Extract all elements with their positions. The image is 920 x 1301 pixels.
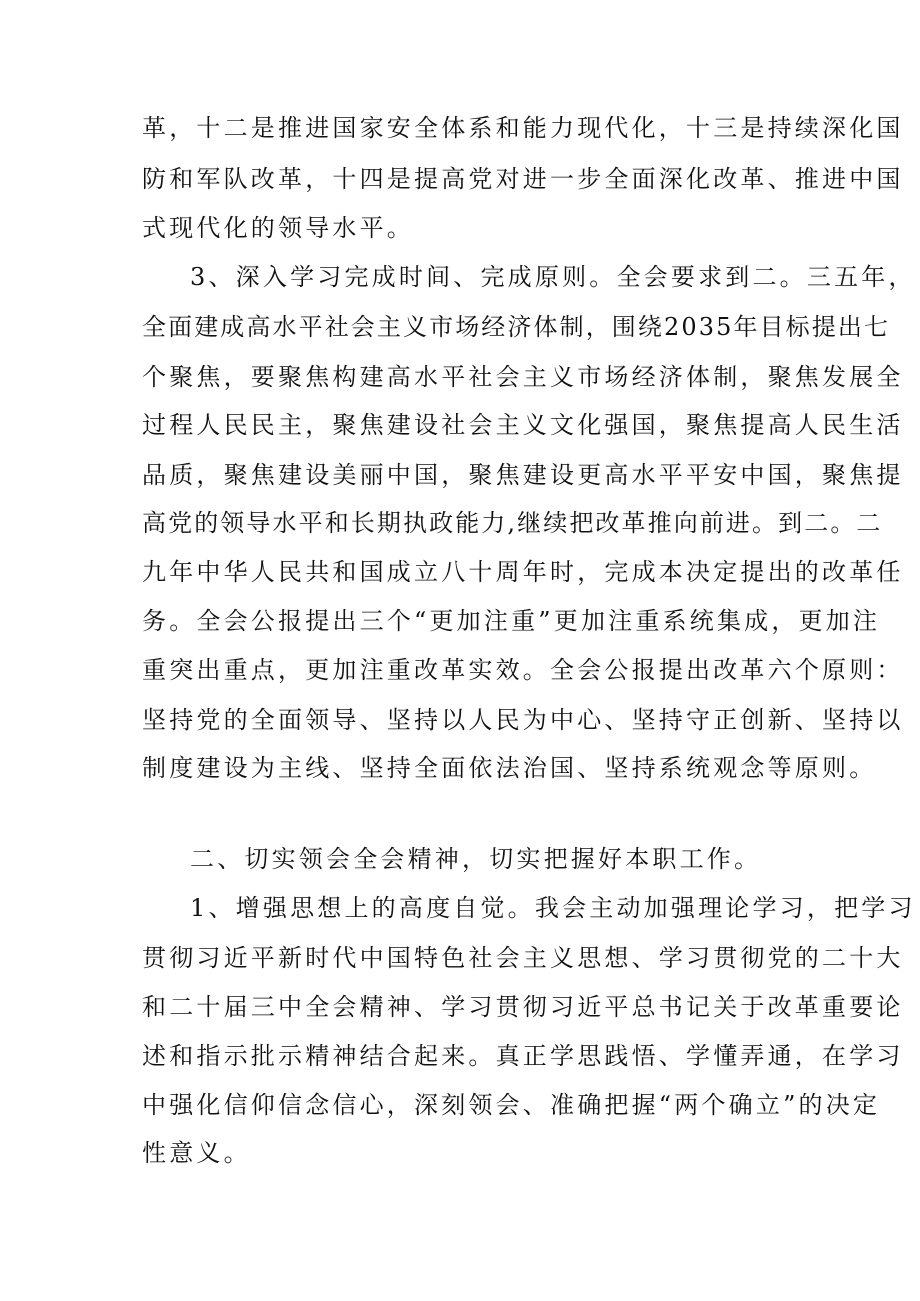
- text-line: 坚持党的全面领导、坚持以人民为中心、坚持守正创新、坚持以: [142, 706, 904, 734]
- text-line: 务。全会公报提出三个“更加注重”更加注重系统集成，更加注: [142, 607, 881, 635]
- paragraph-1-heading-line: 1、增强思想上的高度自觉。我会主动加强理论学习，把学习: [190, 894, 916, 922]
- text-line: 革，十二是推进国家安全体系和能力现代化，十三是持续深化国: [142, 114, 904, 142]
- text-line: 中强化信仰信念信心，深刻领会、准确把握“两个确立”的决定: [142, 1091, 881, 1119]
- text-line: 九年中华人民共和国成立八十周年时，完成本决定提出的改革任: [142, 558, 904, 586]
- text-line: 式现代化的领导水平。: [142, 214, 414, 242]
- text-line: 和二十届三中全会精神、学习贯彻习近平总书记关于改革重要论: [142, 993, 904, 1021]
- text-line: 制度建设为主线、坚持全面依法治国、坚持系统观念等原则。: [142, 754, 877, 782]
- text-line: 品质，聚焦建设美丽中国，聚焦建设更高水平平安中国，聚焦提: [142, 461, 904, 489]
- text-line: 性意义。: [142, 1139, 251, 1167]
- section-heading: 二、切实领会全会精神，切实把握好本职工作。: [190, 845, 762, 873]
- text-line: 高党的领导水平和长期执政能力,继续把改革推向前进。到二。二: [142, 509, 883, 537]
- text-line: 贯彻习近平新时代中国特色社会主义思想、学习贯彻党的二十大: [142, 944, 904, 972]
- text-line: 述和指示批示精神结合起来。真正学思践悟、学懂弄通，在学习: [142, 1042, 904, 1070]
- text-line: 过程人民民主，聚焦建设社会主义文化强国，聚焦提高人民生活: [142, 411, 904, 439]
- text-line: 防和军队改革，十四是提高党对进一步全面深化改革、推进中国: [142, 165, 904, 193]
- text-line: 个聚焦，要聚焦构建高水平社会主义市场经济体制，聚焦发展全: [142, 363, 904, 391]
- text-line: 全面建成高水平社会主义市场经济体制，围绕2035年目标提出七: [142, 313, 891, 341]
- text-line: 重突出重点，更加注重改革实效。全会公报提出改革六个原则：: [142, 656, 904, 684]
- paragraph-3-heading-line: 3、深入学习完成时间、完成原则。全会要求到二。三五年，: [190, 263, 916, 291]
